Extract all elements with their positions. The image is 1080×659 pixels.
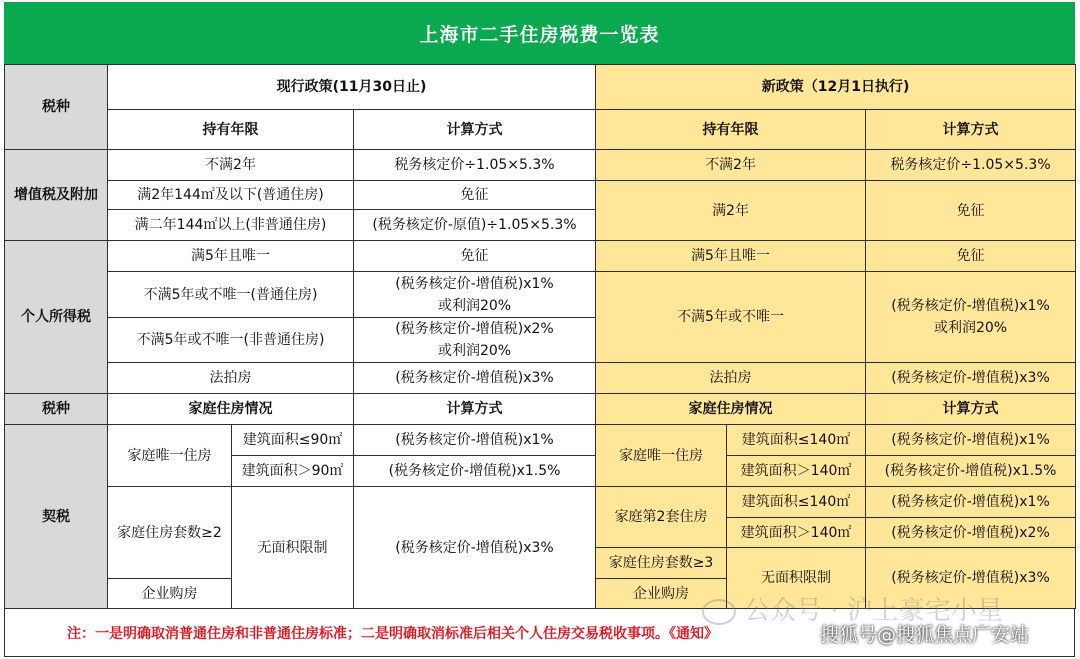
- vat-new-year-2: 满2年: [596, 181, 866, 241]
- vat-cur-calc-2: 免征: [354, 181, 596, 210]
- header2-tax-type: 税种: [5, 394, 108, 425]
- income-label: 个人所得税: [5, 241, 108, 394]
- deed-new-gt140-calc: (税务核定价-增值税)x1.5%: [866, 456, 1076, 487]
- income-new-calc-2-line1: (税务核定价-增值税)x1%: [891, 298, 1050, 314]
- watermark-sohu: 搜狐号@搜狐焦点广安站: [820, 624, 1030, 646]
- deed-cur-multi-calc: (税务核定价-增值税)x3%: [354, 487, 596, 609]
- header2-new-calc-method: 计算方式: [866, 394, 1076, 425]
- deed-new-le140-calc: (税务核定价-增值税)x1%: [866, 425, 1076, 456]
- income-new-year-1: 满5年且唯一: [596, 241, 866, 272]
- vat-cur-calc-3: (税务核定价-原值)÷1.05×5.3%: [354, 210, 596, 241]
- vat-label: 增值税及附加: [5, 150, 108, 241]
- header-current-policy: 现行政策(11月30日止): [108, 65, 596, 110]
- income-cur-calc-3-line1: (税务核定价-增值税)x2%: [395, 321, 554, 337]
- header-new-holding-years: 持有年限: [596, 110, 866, 150]
- income-cur-year-2: 不满5年或不唯一(普通住房): [108, 272, 354, 318]
- header-new-calc-method: 计算方式: [866, 110, 1076, 150]
- header-new-policy: 新政策（12月1日执行): [596, 65, 1076, 110]
- income-new-year-3: 法拍房: [596, 363, 866, 394]
- vat-new-calc-2: 免征: [866, 181, 1076, 241]
- tax-table: [4, 64, 1076, 609]
- watermark-wechat-text: 公众号 · 沪上豪宅小星: [744, 596, 1003, 626]
- header2-calc-method: 计算方式: [354, 394, 596, 425]
- header2-family: 家庭住房情况: [108, 394, 354, 425]
- header-holding-years: 持有年限: [108, 110, 354, 150]
- deed-cur-no-limit: 无面积限制: [232, 487, 354, 609]
- vat-cur-calc-1: 税务核定价÷1.05×5.3%: [354, 150, 596, 181]
- deed-new-s-gt140: 建筑面积＞140㎡: [727, 518, 866, 548]
- deed-new-second: 家庭第2套住房: [596, 487, 727, 548]
- vat-cur-year-1: 不满2年: [108, 150, 354, 181]
- deed-new-no-limit: 无面积限制: [727, 548, 866, 609]
- deed-label: 契税: [5, 425, 108, 609]
- income-cur-calc-4: (税务核定价-增值税)x3%: [354, 363, 596, 394]
- deed-new-gt140: 建筑面积＞140㎡: [727, 456, 866, 487]
- deed-cur-company: 企业购房: [108, 579, 232, 609]
- income-cur-calc-3-line2: 或利润20%: [437, 343, 512, 359]
- vat-cur-year-2: 满2年144㎡及以下(普通住房): [108, 181, 354, 210]
- page-title: 上海市二手住房税费一览表: [4, 2, 1075, 64]
- income-new-calc-2: [866, 272, 1076, 363]
- deed-new-multi3-calc: (税务核定价-增值税)x3%: [866, 548, 1076, 609]
- income-cur-year-1: 满5年且唯一: [108, 241, 354, 272]
- income-new-calc-2-line2: 或利润20%: [933, 320, 1008, 336]
- income-cur-calc-2-line1: (税务核定价-增值税)x1%: [395, 275, 554, 292]
- deed-new-company: 企业购房: [596, 579, 727, 609]
- vat-cur-year-3: 满二年144㎡以上(非普通住房): [108, 210, 354, 241]
- deed-cur-gt90: 建筑面积＞90㎡: [232, 456, 354, 487]
- deed-cur-le90: 建筑面积≤90㎡: [232, 425, 354, 456]
- deed-new-multi3: 家庭住房套数≥3: [596, 548, 727, 579]
- deed-cur-multi: 家庭住房套数≥2: [108, 487, 232, 579]
- income-new-year-2: 不满5年或不唯一: [596, 272, 866, 363]
- footnote: 注：一是明确取消普通住房和非普通住房标准；二是明确取消标准后相关个人住房交易税收事项。《通知》: [4, 609, 1075, 657]
- deed-cur-gt90-calc: (税务核定价-增值税)x1.5%: [354, 456, 596, 487]
- deed-new-s-le140-calc: (税务核定价-增值税)x1%: [866, 487, 1076, 518]
- header-tax-type: 税种: [5, 65, 108, 150]
- wechat-icon: [702, 599, 736, 625]
- deed-cur-only-home: 家庭唯一住房: [108, 425, 232, 487]
- income-cur-calc-1: 免征: [354, 241, 596, 272]
- deed-new-only-home: 家庭唯一住房: [596, 425, 727, 487]
- income-cur-calc-3: [354, 318, 596, 363]
- deed-new-s-le140: 建筑面积≤140㎡: [727, 487, 866, 518]
- income-cur-calc-2: [354, 272, 596, 318]
- vat-new-calc-1: 税务核定价÷1.05×5.3%: [866, 150, 1076, 181]
- income-cur-calc-2-line2: 或利润20%: [437, 297, 512, 314]
- deed-cur-le90-calc: (税务核定价-增值税)x1%: [354, 425, 596, 456]
- header2-new-family: 家庭住房情况: [596, 394, 866, 425]
- income-new-calc-1: 免征: [866, 241, 1076, 272]
- deed-new-s-gt140-calc: (税务核定价-增值税)x2%: [866, 518, 1076, 548]
- income-new-calc-3: (税务核定价-增值税)x3%: [866, 363, 1076, 394]
- vat-new-year-1: 不满2年: [596, 150, 866, 181]
- header-calc-method: 计算方式: [354, 110, 596, 150]
- deed-new-le140: 建筑面积≤140㎡: [727, 425, 866, 456]
- income-cur-year-3: 不满5年或不唯一(非普通住房): [108, 318, 354, 363]
- income-cur-year-4: 法拍房: [108, 363, 354, 394]
